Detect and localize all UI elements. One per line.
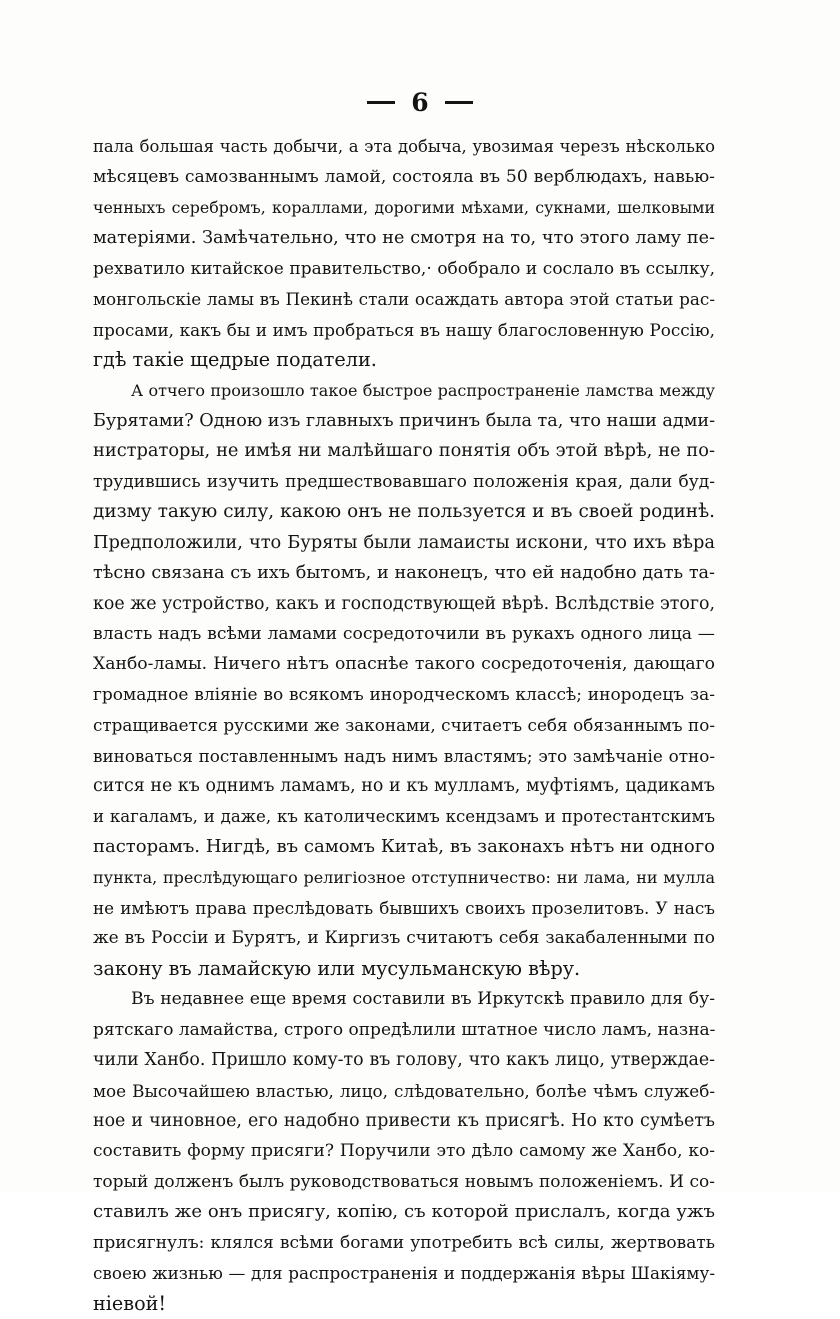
text-line: Ханбо-ламы. Ничего нѣтъ опаснѣе такого сосредоточенія, дающаго [93,654,715,675]
text-line: пункта, преслѣдующаго религіозное отступничество: ни лама, ни мулла [93,867,715,887]
text-line: Бурятами? Одною изъ главныхъ причинъ была та, что наши адми- [93,410,715,431]
text-line: Въ недавнее еще время составили въ Иркутскѣ правило для бу- [131,989,715,1010]
text-line: гдѣ такіе щедрые податели. [93,348,377,372]
text-line: просами, какъ бы и имъ пробраться въ нашу благословенную Россію, [93,319,715,340]
text-line: рятскаго ламайства, строго опредѣлили штатное число ламъ, назна- [93,1019,715,1040]
right-dash [445,101,473,104]
text-line: тѣсно связана съ ихъ бытомъ, и наконецъ, что ей надобно дать та- [93,563,715,584]
text-line: рехватило китайское правительство,· обобрало и сослало въ ссылку, [93,258,715,279]
text-line: матеріями. Замѣчательно, что не смотря на то, что этого ламу пе- [93,228,715,249]
page-number-value: 6 [411,88,429,117]
page-number [0,88,840,118]
text-line: стращивается русскими же законами, считаетъ себя обязаннымъ по- [93,715,715,736]
left-dash [367,101,395,104]
text-line: Предположили, что Буряты были ламаисты искони, что ихъ вѣра [93,531,715,553]
text-line: А отчего произошло такое быстрое распространеніе ламства между [131,380,715,400]
text-line: не имѣютъ права преслѣдовать бывшихъ своихъ прозелитовъ. У насъ [93,897,715,918]
text-line: торый долженъ былъ руководствоваться новымъ положеніемъ. И со- [93,1171,715,1192]
text-line: чили Ханбо. Пришло кому-то въ голову, что какъ лицо, утверждае- [93,1050,715,1071]
text-line: монгольскіе ламы въ Пекинѣ стали осаждать автора этой статьи рас- [93,289,715,310]
text-line: пала большая часть добычи, а эта добыча, увозимая черезъ нѣсколько [93,137,715,156]
text-line: мое Высочайшею властью, лицо, слѣдовательно, болѣе чѣмъ служеб- [93,1080,715,1101]
text-line: виноваться поставленнымъ надъ нимъ властямъ; это замѣчаніе отно- [93,745,715,766]
text-line: же въ Россіи и Бурятъ, и Киргизъ считаютъ себя закабаленными по [93,928,715,949]
body-text [93,132,715,1319]
text-line: присягнулъ: клялся всѣми богами употребить всѣ силы, жертвовать [93,1232,715,1253]
text-line: ное и чиновное, его надобно привести къ присягѣ. Но кто сумѣетъ [93,1111,715,1131]
text-line: мѣсяцевъ самозваннымъ ламой, состояла въ 50 верблюдахъ, навью- [93,167,715,188]
text-line: громадное вліяніе во всякомъ инородческомъ классѣ; инородецъ за- [93,684,715,705]
text-line: ченныхъ серебромъ, кораллами, дорогими мѣхами, сукнами, шелковыми [93,197,715,217]
text-line: и кагаламъ, и даже, къ католическимъ ксендзамъ и протестантскимъ [93,806,715,826]
text-line: трудившись изучить предшествовавшаго положенія края, дали буд- [93,471,715,492]
text-line: кое же устройство, какъ и господствующей вѣрѣ. Вслѣдствіе этого, [93,593,715,614]
text-line: нистраторы, не имѣя ни малѣйшаго понятія объ этой вѣрѣ, не по- [93,440,715,462]
text-line: дизму такую силу, какою онъ не пользуется и въ своей родинѣ. [93,501,715,523]
text-line: сится не къ однимъ ламамъ, но и къ мулламъ, муфтіямъ, цадикамъ [93,776,715,797]
text-line: составить форму присяги? Поручили это дѣло самому же Ханбо, ко- [93,1141,715,1162]
text-line: своею жизнью — для распространенія и поддержанія вѣры Шакіяму- [93,1263,715,1284]
text-line: закону въ ламайскую или мусульманскую вѣру. [93,956,581,980]
text-line: ставилъ же онъ присягу, копію, съ которой прислалъ, когда ужъ [93,1201,715,1223]
text-line: пасторамъ. Нигдѣ, въ самомъ Китаѣ, въ законахъ нѣтъ ни одного [93,836,715,858]
text-line: власть надъ всѣми ламами сосредоточили въ рукахъ одного лица — [93,624,715,644]
text-line: ніевой! [93,1291,167,1315]
